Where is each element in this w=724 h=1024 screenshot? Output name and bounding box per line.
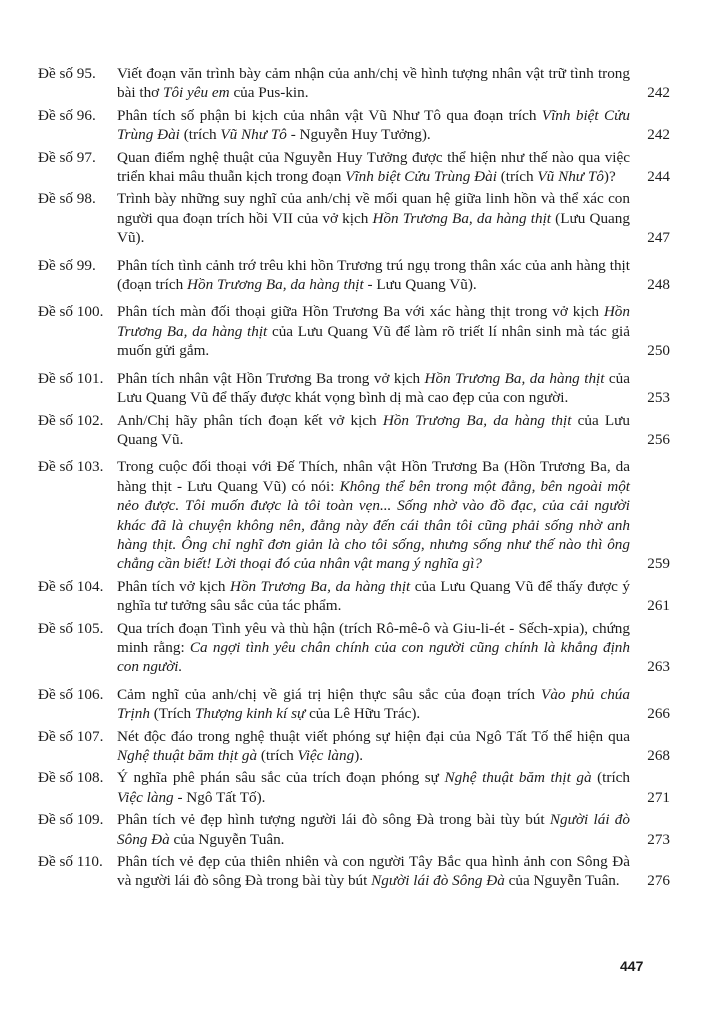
entry-title-italic: Vào phủ chúa Trịnh (117, 685, 630, 723)
entry-title-text: Trình bày những suy nghĩ của anh/chị về mối quan hệ giữa linh hồn và thể xác con người qua đoạn trích hồi VII của vở kịch (117, 190, 630, 227)
entry-title-italic: Vĩnh biệt Cửu Trùng Đài (117, 106, 631, 144)
entry-title (117, 685, 678, 724)
entry-title-text: Phân tích tình cảnh trớ trêu khi hồn Trương trú ngụ trong thân xác của anh hàng thịt (đoạn trích (117, 256, 630, 294)
entry-title (117, 189, 678, 247)
toc-entry (38, 302, 678, 360)
entry-title (117, 619, 678, 677)
entry-title-text: Phân tích vẻ đẹp của thiên nhiên và con người Tây Bắc qua hình ảnh con Sông Đà và người lái đò sông Đà trong bài tùy bút (117, 853, 630, 890)
entry-title-text: (trích (257, 747, 298, 764)
entry-title (117, 106, 678, 145)
entry-label: Đề số 105. (38, 619, 104, 637)
entry-title-text: )? (603, 168, 616, 186)
entry-title (117, 411, 678, 450)
entry-title-italic: Hồn Trương Ba, da hàng thịt (117, 303, 630, 340)
entry-title (117, 457, 678, 573)
entry-page-number: 273 (647, 830, 670, 848)
entry-title-text: Phân tích nhân vật Hồn Trương Ba trong vở kịch (117, 369, 425, 387)
entry-label: Đề số 101. (38, 369, 104, 387)
entry-label: Đề số 108. (38, 769, 104, 787)
entry-page-number: 256 (647, 430, 670, 448)
entry-title-italic: Nghệ thuật băm thịt gà (444, 769, 592, 787)
entry-page-number: 276 (647, 872, 670, 890)
toc-entry (38, 106, 678, 145)
entry-label: Đề số 99. (38, 256, 96, 274)
entry-label: Đề số 102. (38, 411, 104, 429)
entry-title (117, 302, 678, 360)
entry-title-text: (trích (591, 769, 631, 787)
entry-label: Đề số 100. (38, 303, 104, 321)
toc-entry (38, 369, 678, 408)
toc-entry (38, 619, 678, 677)
entry-title-italic: Hồn Trương Ba, da hàng thịt (382, 411, 572, 429)
entry-title-italic: Hồn Trương Ba, da hàng thịt (187, 276, 364, 294)
entry-page-number: 248 (647, 276, 670, 294)
entry-title-text: (Lưu Quang Vũ). (117, 209, 630, 247)
entry-title (117, 148, 678, 187)
toc-entry (38, 852, 678, 891)
toc-entry (38, 810, 678, 849)
entry-title-italic: Vĩnh biệt Cửu Trùng Đài (345, 168, 497, 186)
entry-page-number: 266 (647, 705, 670, 723)
entry-title-text: (Trích (149, 705, 195, 723)
entry-title (117, 727, 678, 766)
toc-entry (38, 457, 678, 573)
entry-label: Đề số 106. (38, 685, 104, 703)
table-of-contents (38, 64, 678, 894)
entry-page-number: 242 (647, 126, 670, 144)
entry-label: Đề số 98. (38, 190, 96, 208)
entry-title (117, 64, 678, 103)
entry-title-italic: Người lái đò Sông Đà (371, 872, 505, 890)
entry-label: Đề số 110. (38, 853, 103, 871)
entry-label: Đề số 104. (38, 577, 104, 595)
entry-page-number: 247 (647, 229, 670, 247)
entry-title-text: Phân tích màn đối thoại giữa Hồn Trương Ba với xác hàng thịt trong vở kịch (117, 303, 604, 321)
entry-label: Đề số 109. (38, 811, 104, 829)
entry-title (117, 256, 678, 295)
entry-title-text: (trích (496, 168, 538, 186)
entry-label: Đề số 107. (38, 727, 104, 745)
entry-label: Đề số 95. (38, 65, 96, 82)
entry-page-number: 250 (647, 342, 670, 360)
toc-entry (38, 577, 678, 616)
entry-title-text: - Lưu Quang Vũ). (363, 276, 477, 294)
entry-title-text: Qua trích đoạn Tình yêu và thù hận (trích Rô-mê-ô và Giu-li-ét - Sếch-xpia), chứng minh rằng: (117, 619, 630, 656)
toc-entry (38, 189, 678, 247)
entry-title-italic: Nghệ thuật băm thịt gà (117, 747, 258, 764)
toc-entry (38, 148, 678, 187)
entry-title-italic: Hồn Trương Ba, da hàng thịt (372, 209, 552, 227)
toc-entry (38, 768, 678, 807)
entry-page-number: 244 (647, 168, 670, 186)
entry-page-number: 268 (647, 747, 670, 764)
entry-page-number: 242 (647, 84, 670, 102)
entry-title-text: Cảm nghĩ của anh/chị về giá trị hiện thực sâu sắc của đoạn trích (117, 685, 542, 703)
entry-title-text: Viết đoạn văn trình bày cảm nhận của anh/chị về hình tượng nhân vật trữ tình trong bài thơ (117, 65, 630, 102)
entry-title-text: của Lưu Quang Vũ để thấy được ý nghĩa tư tưởng sâu sắc của tác phẩm. (117, 577, 631, 615)
entry-title-text: - Nguyễn Huy Tưởng). (286, 126, 431, 144)
entry-title-text: của Lưu Quang Vũ để thấy được khát vọng bình dị mà cao đẹp của con người. (117, 369, 631, 407)
entry-title-text: Anh/Chị hãy phân tích đoạn kết vở kịch (117, 411, 383, 429)
entry-title-text: của Nguyễn Tuân. (169, 830, 285, 848)
entry-title-italic: Hồn Trương Ba, da hàng thịt (424, 369, 605, 387)
entry-title (117, 768, 678, 807)
toc-entry (38, 64, 678, 103)
entry-label: Đề số 96. (38, 106, 96, 124)
toc-entry (38, 685, 678, 724)
entry-title (117, 577, 678, 616)
entry-title-text: của Pus-kin. (229, 84, 309, 102)
entry-title-italic: Vũ Như Tô (537, 168, 604, 186)
entry-title-text: (trích (179, 126, 221, 144)
entry-title-italic: Hồn Trương Ba, da hàng thịt (229, 577, 411, 595)
entry-title-text: Nét độc đáo trong nghệ thuật viết phóng sự hiện đại của Ngô Tất Tố thể hiện qua (117, 727, 630, 745)
entry-title (117, 852, 678, 891)
entry-title-text: Phân tích vẻ đẹp hình tượng người lái đò sông Đà trong bài tùy bút (117, 811, 550, 829)
entry-title-italic: Vũ Như Tô (220, 126, 287, 144)
entry-label: Đề số 97. (38, 148, 96, 166)
entry-title-text: của Nguyễn Tuân. (504, 872, 620, 890)
entry-page-number: 263 (647, 658, 670, 676)
entry-title-text: Phân tích vở kịch (117, 577, 230, 595)
entry-page-number: 271 (647, 788, 670, 806)
entry-title-text: Ý nghĩa phê phán sâu sắc của trích đoạn phóng sự (117, 769, 445, 787)
page-number: 447 (620, 958, 644, 974)
entry-title-text: ). (354, 747, 364, 764)
entry-title-italic: Người lái đò Sông Đà (117, 811, 630, 848)
entry-title-italic: Thượng kinh kí sự (194, 705, 306, 723)
entry-title-text: của Lê Hữu Trác). (305, 705, 421, 723)
entry-title (117, 369, 678, 408)
entry-title-text: của Lưu Quang Vũ để làm rõ triết lí nhân sinh mà tác giả muốn gửi gắm. (117, 322, 630, 360)
entry-title-text: - Ngô Tất Tố). (173, 788, 266, 806)
entry-title-text: của Lưu Quang Vũ. (117, 411, 630, 448)
toc-entry (38, 256, 678, 295)
entry-title-text: Trong cuộc đối thoại với Đế Thích, nhân vật Hồn Trương Ba (Hồn Trương Ba, da hàng thịt - Lưu Quang Vũ) có nói: (117, 458, 630, 495)
entry-title-italic: Ca ngợi tình yêu chân chính của con người cũng chính là khẳng định con người. (117, 638, 630, 676)
toc-entry (38, 411, 678, 450)
toc-entry (38, 727, 678, 766)
entry-page-number: 261 (647, 597, 670, 615)
entry-title-italic: Việc làng (297, 747, 355, 764)
entry-title-text: Phân tích số phận bi kịch của nhân vật Vũ Như Tô qua đoạn trích (117, 106, 542, 124)
entry-page-number: 259 (647, 555, 670, 573)
entry-label: Đề số 103. (38, 458, 104, 476)
entry-page-number: 253 (647, 389, 670, 407)
entry-title (117, 810, 678, 849)
entry-title-italic: Tôi yêu em (163, 84, 230, 102)
entry-title-italic: Việc làng (117, 788, 174, 806)
entry-title-text: Quan điểm nghệ thuật của Nguyễn Huy Tưởng được thể hiện như thế nào qua việc triển khai mâu thuẫn kịch trong đoạn (117, 148, 630, 186)
entry-title-italic: Không thể bên trong một đằng, bên ngoài một nẻo được. Tôi muốn được là tôi toàn vẹn... Sống nhờ vào đồ đạc, của cải người khác đã là chuyện không nên, đằng này đến cái thân tôi cũng phải sống nhờ anh hàng thịt. Ông chỉ nghĩ đơn giản là cho tôi sống, nhưng sống như thế nào thì ông chẳng cần biết! Lời thoại đó của nhân vật mang ý nghĩa gì? (117, 477, 631, 573)
